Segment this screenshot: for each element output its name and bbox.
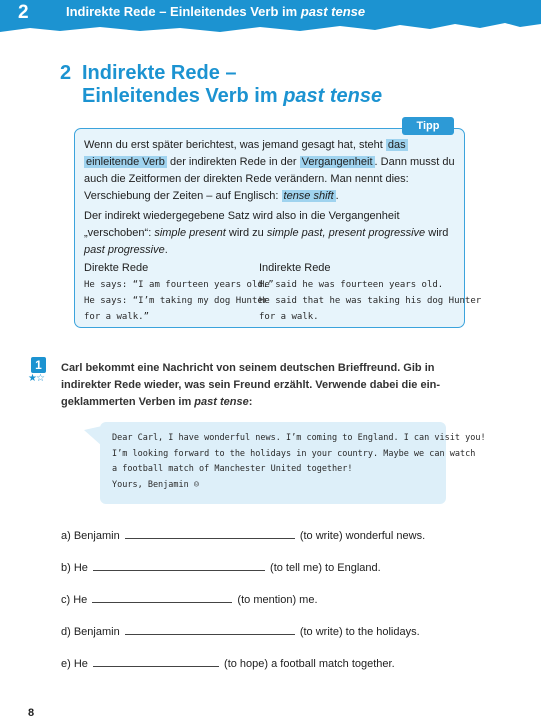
message-text <box>112 431 486 493</box>
difficulty-stars-icon: ★☆ <box>28 373 44 384</box>
direct-speech-line: He says: “I am fourteen years old.” <box>84 280 274 290</box>
item-subject: Benjamin <box>73 626 120 638</box>
item-subject: He <box>73 594 88 606</box>
exercise-item-c <box>61 592 318 606</box>
section-title-line2: Einleitendes Verb im past tense <box>82 85 383 107</box>
message-line: Dear Carl, I have wonderful news. I’m coming to England. I can visit you! <box>112 433 486 443</box>
message-line: a football match of Manchester United together! <box>112 464 353 474</box>
exercise-number-badge: 1 <box>31 357 46 373</box>
tip-paragraph-2: Der indirekt wiedergegebene Satz wird also in die Vergangenheit „verschoben“: simple present wird zu simple past, present progressive wird past progressive. <box>84 210 449 256</box>
indirect-speech-line: He said he was fourteen years old. <box>259 280 444 290</box>
exercise-item-b <box>61 560 381 574</box>
exercise-instruction: Carl bekommt eine Nachricht von seinem deutschen Brieffreund. Gib in indirekter Rede wieder, was sein Freund erzählt. Verwende dabei die ein-geklammerten Verben im past tense: <box>61 362 441 408</box>
item-subject: He <box>73 562 88 574</box>
item-label: b) <box>61 562 71 574</box>
tip-paragraph-1: Wenn du erst später berichtest, was jemand gesagt hat, steht das einleitende Verb der indirekten Rede in der Vergangenheit . Dann musst du auch die Zeitformen der direkten Rede verändern. Man nennt dies: Verschiebung der Zeiten – auf Englisch: tense shift . <box>84 139 455 202</box>
tip-badge: Tipp <box>402 117 454 135</box>
page-number: 8 <box>28 707 35 719</box>
item-label: d) <box>61 626 71 638</box>
chapter-header <box>0 0 541 34</box>
indirect-speech-heading: Indirekte Rede <box>259 262 331 274</box>
item-subject: Benjamin <box>73 530 120 542</box>
item-subject: He <box>73 658 88 670</box>
item-hint: (to tell me) to England. <box>270 562 381 574</box>
exercise-item-e <box>61 656 395 670</box>
indirect-speech-line: He said that he was taking his dog Hunter <box>259 296 482 306</box>
answer-blank[interactable] <box>125 624 295 635</box>
exercise-item-d <box>61 624 420 638</box>
indirect-speech-line: for a walk. <box>259 312 319 322</box>
answer-blank[interactable] <box>92 592 232 603</box>
answer-blank[interactable] <box>125 528 295 539</box>
direct-speech-heading: Direkte Rede <box>84 262 149 274</box>
message-signature: Yours, Benjamin ☺ <box>112 479 199 490</box>
item-label: a) <box>61 530 71 542</box>
chapter-number: 2 <box>18 2 29 23</box>
direct-speech-line: for a walk.” <box>84 312 150 322</box>
chapter-title: Indirekte Rede – Einleitendes Verb im past tense <box>66 4 366 19</box>
answer-blank[interactable] <box>93 560 265 571</box>
item-label: e) <box>61 658 71 670</box>
direct-speech-line: He says: “I’m taking my dog Hunter <box>84 296 269 306</box>
item-label: c) <box>61 594 71 606</box>
section-number: 2 <box>60 62 72 84</box>
item-hint: (to write) wonderful news. <box>299 530 426 542</box>
section-title-line1: Indirekte Rede – <box>82 62 237 84</box>
message-line: I’m looking forward to the holidays in your country. Maybe we can watch <box>112 448 476 459</box>
answer-blank[interactable] <box>93 656 219 667</box>
item-hint: (to hope) a football match together. <box>224 658 395 670</box>
item-hint: (to mention) me. <box>237 594 318 606</box>
exercise-item-a <box>61 528 425 542</box>
item-hint: (to write) to the holidays. <box>299 626 420 638</box>
